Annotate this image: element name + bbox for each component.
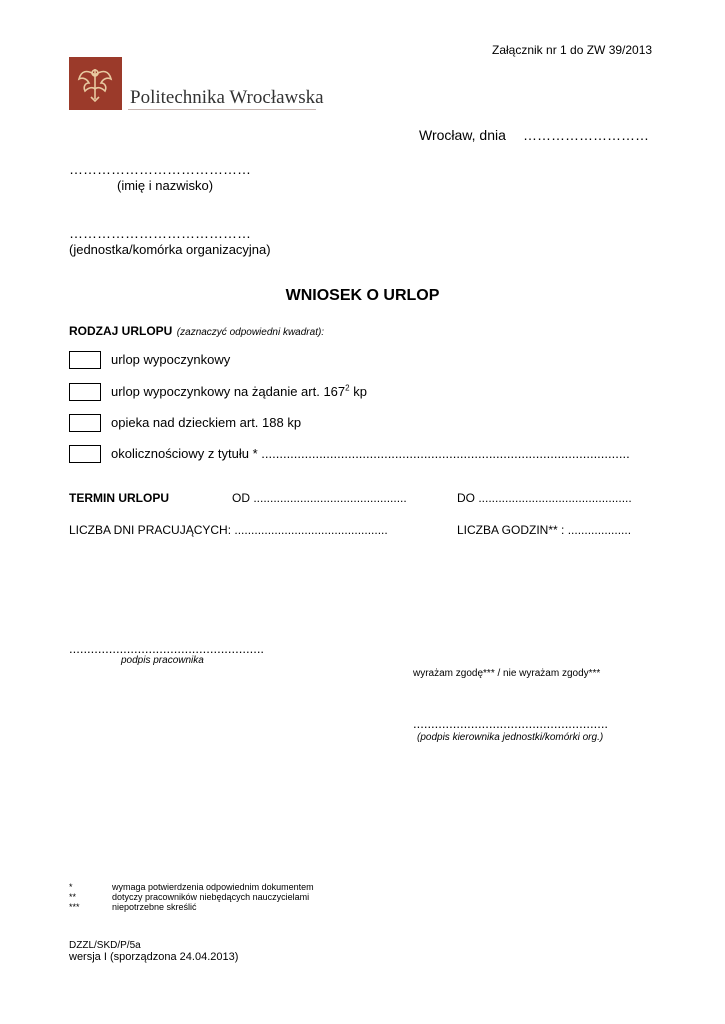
employee-signature-field[interactable]: ...................................................... [69,641,265,656]
manager-signature-field[interactable]: ...................................................... [413,716,609,731]
option-vacation-on-demand-label: urlop wypoczynkowy na żądanie art. $167^2$ kp [111,383,367,399]
university-logo [69,57,122,110]
unit-field-label: (jednostka/komórka organizacyjna) [69,242,271,257]
option-vacation-label: urlop wypoczynkowy [111,352,231,367]
footnotes [69,882,314,912]
checkbox-vacation[interactable] [69,351,101,369]
eagle-emblem-icon [69,57,122,110]
date-field[interactable]: ……………………… [523,127,649,143]
manager-signature-label: (podpis kierownika jednostki/komórki org.) [417,732,604,743]
leave-type-heading: RODZAJ URLOPU [69,324,173,338]
hours-field[interactable]: LICZBA GODZIN** : ................... [457,523,632,537]
document-title: WNIOSEK O URLOP [285,287,440,304]
name-field-label: (imię i nazwisko) [117,178,214,193]
working-days-field[interactable]: LICZBA DNI PRACUJĄCYCH: .............................................. [69,523,388,537]
attachment-note: Załącznik nr 1 do ZW 39/2013 [492,43,653,57]
option-occasional-label: okolicznościowy z tytułu * ...................................................................................................... [111,446,630,461]
checkbox-childcare[interactable] [69,414,101,432]
document-code: DZZL/SKD/P/5a [69,940,141,951]
term-label: TERMIN URLOPU [69,491,169,505]
place-date-label: Wrocław, dnia [419,127,506,143]
name-field[interactable]: ………………………………… [69,161,251,177]
logo-underline [128,109,316,110]
document-version: wersja I (sporządzona 24.04.2013) [69,951,239,963]
employee-signature-label: podpis pracownika [121,655,204,666]
consent-text: wyrażam zgodę*** / nie wyrażam zgody*** [413,668,601,679]
term-from-field[interactable]: OD .............................................. [232,491,407,505]
article-superscript: 2 [345,383,350,393]
term-to-field[interactable]: DO .............................................. [457,491,632,505]
footnote-1: * wymaga potwierdzenia odpowiednim dokumentem [69,882,314,892]
logo-wordmark: Politechnika Wrocławska [130,87,324,108]
checkbox-occasional[interactable] [69,445,101,463]
footnote-3: *** niepotrzebne skreślić [69,902,197,912]
leave-type-heading-row [69,322,324,340]
option-childcare-label: opieka nad dzieckiem art. 188 kp [111,415,302,430]
unit-field[interactable]: ………………………………… [69,225,251,241]
checkbox-vacation-on-demand[interactable] [69,383,101,401]
footnote-2: ** dotyczy pracowników niebędących nauczycielami [69,892,310,902]
leave-type-hint: (zaznaczyć odpowiedni kwadrat): [176,327,325,338]
